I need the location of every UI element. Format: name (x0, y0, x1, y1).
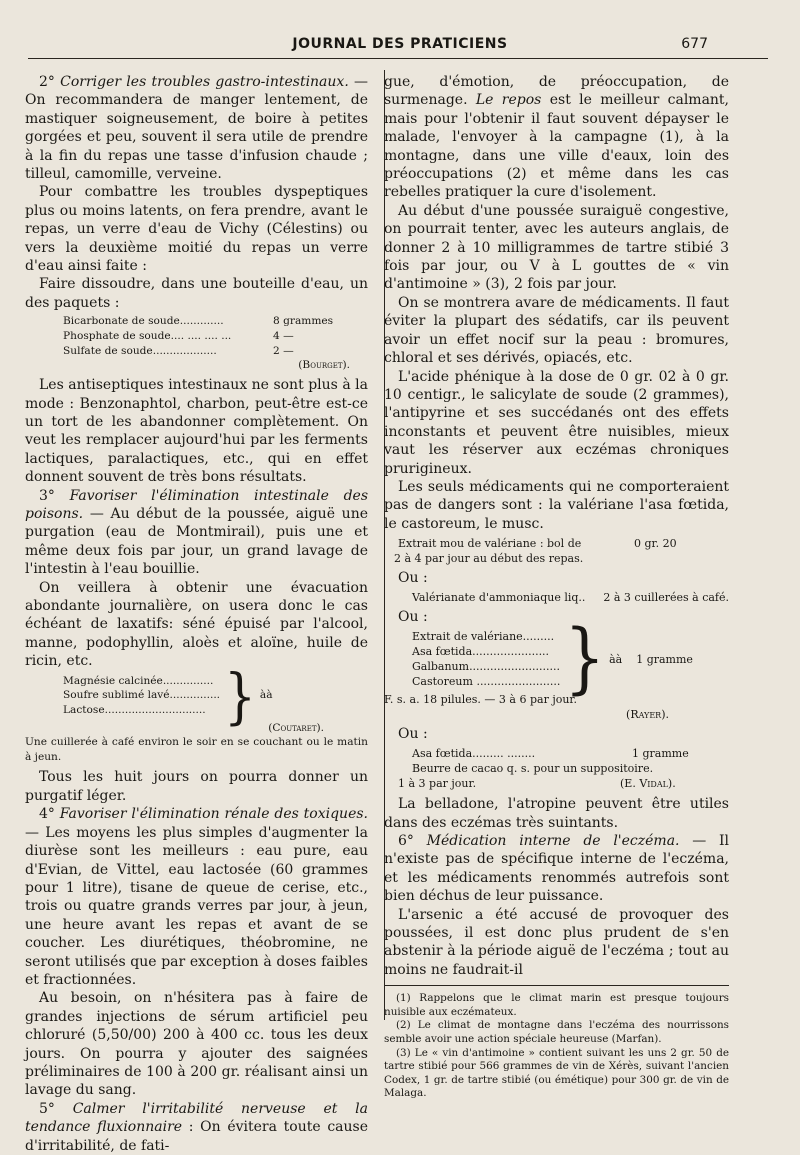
prescription-vidal (412, 746, 729, 776)
prescription-line: Castoreum ........................ (412, 675, 561, 689)
brace: } (224, 660, 256, 731)
right-column (384, 73, 729, 1101)
paragraph: Les seuls médicaments qui ne comporteraient pas de dangers sont : la valériane l'asa fœtida, le castoreum, le musc. (384, 478, 729, 532)
paragraph: Au début d'une poussée suraiguë congestive, on pourrait tenter, avec les auteurs anglais, de donner 2 à 10 milligrammes de tartre stibié 3 fois par jour, ou V à L gouttes de « vin d'antimoine » (3), 2 fois par jour. (384, 202, 729, 293)
prescription-author: (Bourget). (298, 359, 350, 372)
prescription-line: Lactose.............................. (63, 704, 206, 716)
paragraph: La belladone, l'atropine peuvent être utiles dans des eczémas très suintants. (384, 796, 729, 831)
prescription-author: (Rayer). (626, 708, 669, 722)
paragraph: Tous les huit jours on pourra donner un purgatif léger. (25, 769, 368, 804)
prescription-line: Phosphate de soude.... .... .... ... 4 — (63, 329, 294, 342)
prescription-dosage (398, 776, 729, 791)
paragraph: Les antiseptiques intestinaux ne sont plus à la mode : Benzonaphtol, charbon, peut-être est-ce un tort de les abandonner complètement. On veut les remplacer aujourd'hui par les ferments lactiques, paralactiques, etc., qui en effet donnent souvent de très bons résultats. (25, 377, 368, 486)
prescription-note: 1 à 3 par jour. (398, 777, 477, 791)
brace: } (564, 614, 606, 704)
prescription-quantity: 1 gramme (632, 747, 689, 761)
journal-title: JOURNAL DES PRATICIENS (292, 36, 508, 52)
prescription-line: Extrait de valériane......... (412, 630, 555, 644)
prescription-quantity: 0 gr. 20 (634, 537, 677, 551)
paragraph: On se montrera avare de médicaments. Il faut éviter la plupart des sédatifs, car ils peuvent avoir un effet nocif sur la peau : bromures, chloral et ses dérivés, opiacés, etc. (384, 294, 729, 367)
paragraph: gue, d'émotion, de préoccupation, de surmenage. Le repos est le meilleur calmant, mais pour l'obtenir il faut souvent dépayser le malade, l'envoyer à la campagne (1), à la montagne, dans une ville d'eaux, loin des préoccupations (2) et même dans les cas rebelles pratiquer la cure d'isolement. (384, 74, 730, 201)
alternative-label: Ou : (398, 570, 428, 587)
left-column (25, 73, 368, 1155)
paragraph: 4° Favoriser l'élimination rénale des toxiques. — Les moyens les plus simples d'augmenter la diurèse sont les meilleurs : eau pure, eau d'Evian, de Vittel, eau lactosée (60 grammes pour 1 litre), tisane de queue de cerise, etc., trois ou quatre grands verres par jour, à jeun, une heure avant les repas et avant de se coucher. Les diurétiques, théobromine, ne seront utilisés que par exception à doses faibles et fractionnées. (25, 806, 368, 988)
prescription-line: Magnésie calcinée............... (63, 674, 214, 687)
prescription-line: Asa fœtida...................... (412, 645, 550, 659)
prescription-author: (Coutaret). (268, 721, 324, 734)
paragraph: Pour combattre les troubles dyspeptiques plus ou moins latents, on fera prendre, avant le repas, un verre d'eau de Vichy (Célestins) ou vers la deuxième moitié du repas un verre d'eau ainsi faite : (25, 184, 368, 275)
alternative-label: Ou : (398, 726, 428, 743)
prescription-note: F. s. a. 18 pilules. — 3 à 6 par jour. (384, 693, 577, 707)
footnote: (1) Rappelons que le climat marin est presque toujours nuisible aux eczémateux. (384, 992, 729, 1018)
footnote-rule (384, 985, 729, 986)
footnote: (2) Le climat de montagne dans l'eczéma des nourrissons semble avoir une action spéciale heureuse (Marfan). (384, 1019, 729, 1045)
prescription-line: Valérianate d'ammoniaque liq.. (412, 591, 586, 605)
alternative-label: Ou : (398, 609, 428, 626)
prescription-line: Bicarbonate de soude............. 8 grammes (63, 315, 334, 328)
paragraph: L'acide phénique à la dose de 0 gr. 02 à 0 gr. 10 centigr., le salicylate de soude (2 grammes), l'antipyrine et ses succédanés ont des effets inconstants et peuvent être nuisibles, mieux vaut les réserver aux eczémas chroniques prurigineux. (384, 368, 729, 477)
prescription-line: Asa fœtida......... ........ (412, 747, 536, 761)
running-header (0, 36, 800, 56)
footnote: (3) Le « vin d'antimoine » contient suivant les uns 2 gr. 50 de tartre stibié pour 566 grammes de vin de Xérès, suivant l'ancien Codex, 1 gr. de tartre stibié (ou émétique) pour 300 gr. de vin de Malaga. (384, 1046, 729, 1100)
paragraph: Faire dissoudre, dans une bouteille d'eau, un des paquets : (25, 276, 368, 311)
prescription-author: (E. Vidal). (620, 777, 676, 791)
prescription-quantity: àà (259, 689, 273, 702)
paragraph: 2° Corriger les troubles gastro-intestinaux. — On recommandera de manger lentement, de mastiquer soigneusement, de boire à petites gorgées et peu, souvent il sera utile de prendre à la fin du repas une tasse d'infusion chaude ; tilleul, camomille, verveine. (25, 74, 369, 183)
prescription-line: Beurre de cacao q. s. pour un suppositoire. (412, 762, 654, 776)
prescription-quantity: 2 à 3 cuillerées à café. (603, 591, 729, 605)
paragraph: 3° Favoriser l'élimination intestinale des poisons. — Au début de la poussée, aiguë une purgation (eau de Montmirail), puis une et même deux fois par jour, un grand lavage de l'intestin à l'eau bouillie. (25, 487, 368, 578)
prescription-line: Soufre sublimé lavé............... (63, 689, 221, 702)
page-number: 677 (681, 36, 708, 52)
prescription-quantity: àà 1 gramme (609, 652, 693, 666)
prescription-bourget (63, 314, 368, 373)
paragraph: Au besoin, on n'hésitera pas à faire de grandes injections de sérum artificiel peu chloruré (5,50/00) 200 à 400 cc. tous les deux jours. On pourra y ajouter des saignées préliminaires de 100 à 200 gr. réalisant ainsi un lavage du sang. (25, 990, 368, 1099)
prescription-note: Une cuillerée à café environ le soir en se couchant ou le matin à jeun. (25, 736, 368, 763)
prescription-valeriane (394, 536, 729, 566)
paragraph: 5° Calmer l'irritabilité nerveuse et la tendance fluxionnaire : On évitera toute cause d'irritabilité, de fati- (25, 1100, 368, 1154)
paragraph: On veillera à obtenir une évacuation abondante journalière, on usera donc le cas échéant de laxatifs: séné épuisé par l'alcool, manne, podophyllin, aloès et aloïne, huile de ricin, etc. (25, 579, 368, 670)
prescription-valerianate (412, 590, 729, 605)
prescription-note: 2 à 4 par jour au début des repas. (394, 552, 584, 566)
prescription-line: Galbanum.......................... (412, 660, 560, 674)
prescription-line: Sulfate de soude................... 2 — (63, 344, 294, 357)
prescription-line: Extrait mou de valériane : bol de (398, 537, 582, 551)
paragraph: 6° Médication interne de l'eczéma. — Il n'existe pas de spécifique interne de l'eczéma, et les médicaments renommés autrefois sont bien déchus de leur puissance. (384, 832, 730, 905)
header-rule (28, 58, 768, 59)
paragraph: L'arsenic a été accusé de provoquer des poussées, il est donc plus prudent de s'en abstenir à la période aiguë de l'eczéma ; tout au moins ne faudrait-il (384, 906, 729, 978)
